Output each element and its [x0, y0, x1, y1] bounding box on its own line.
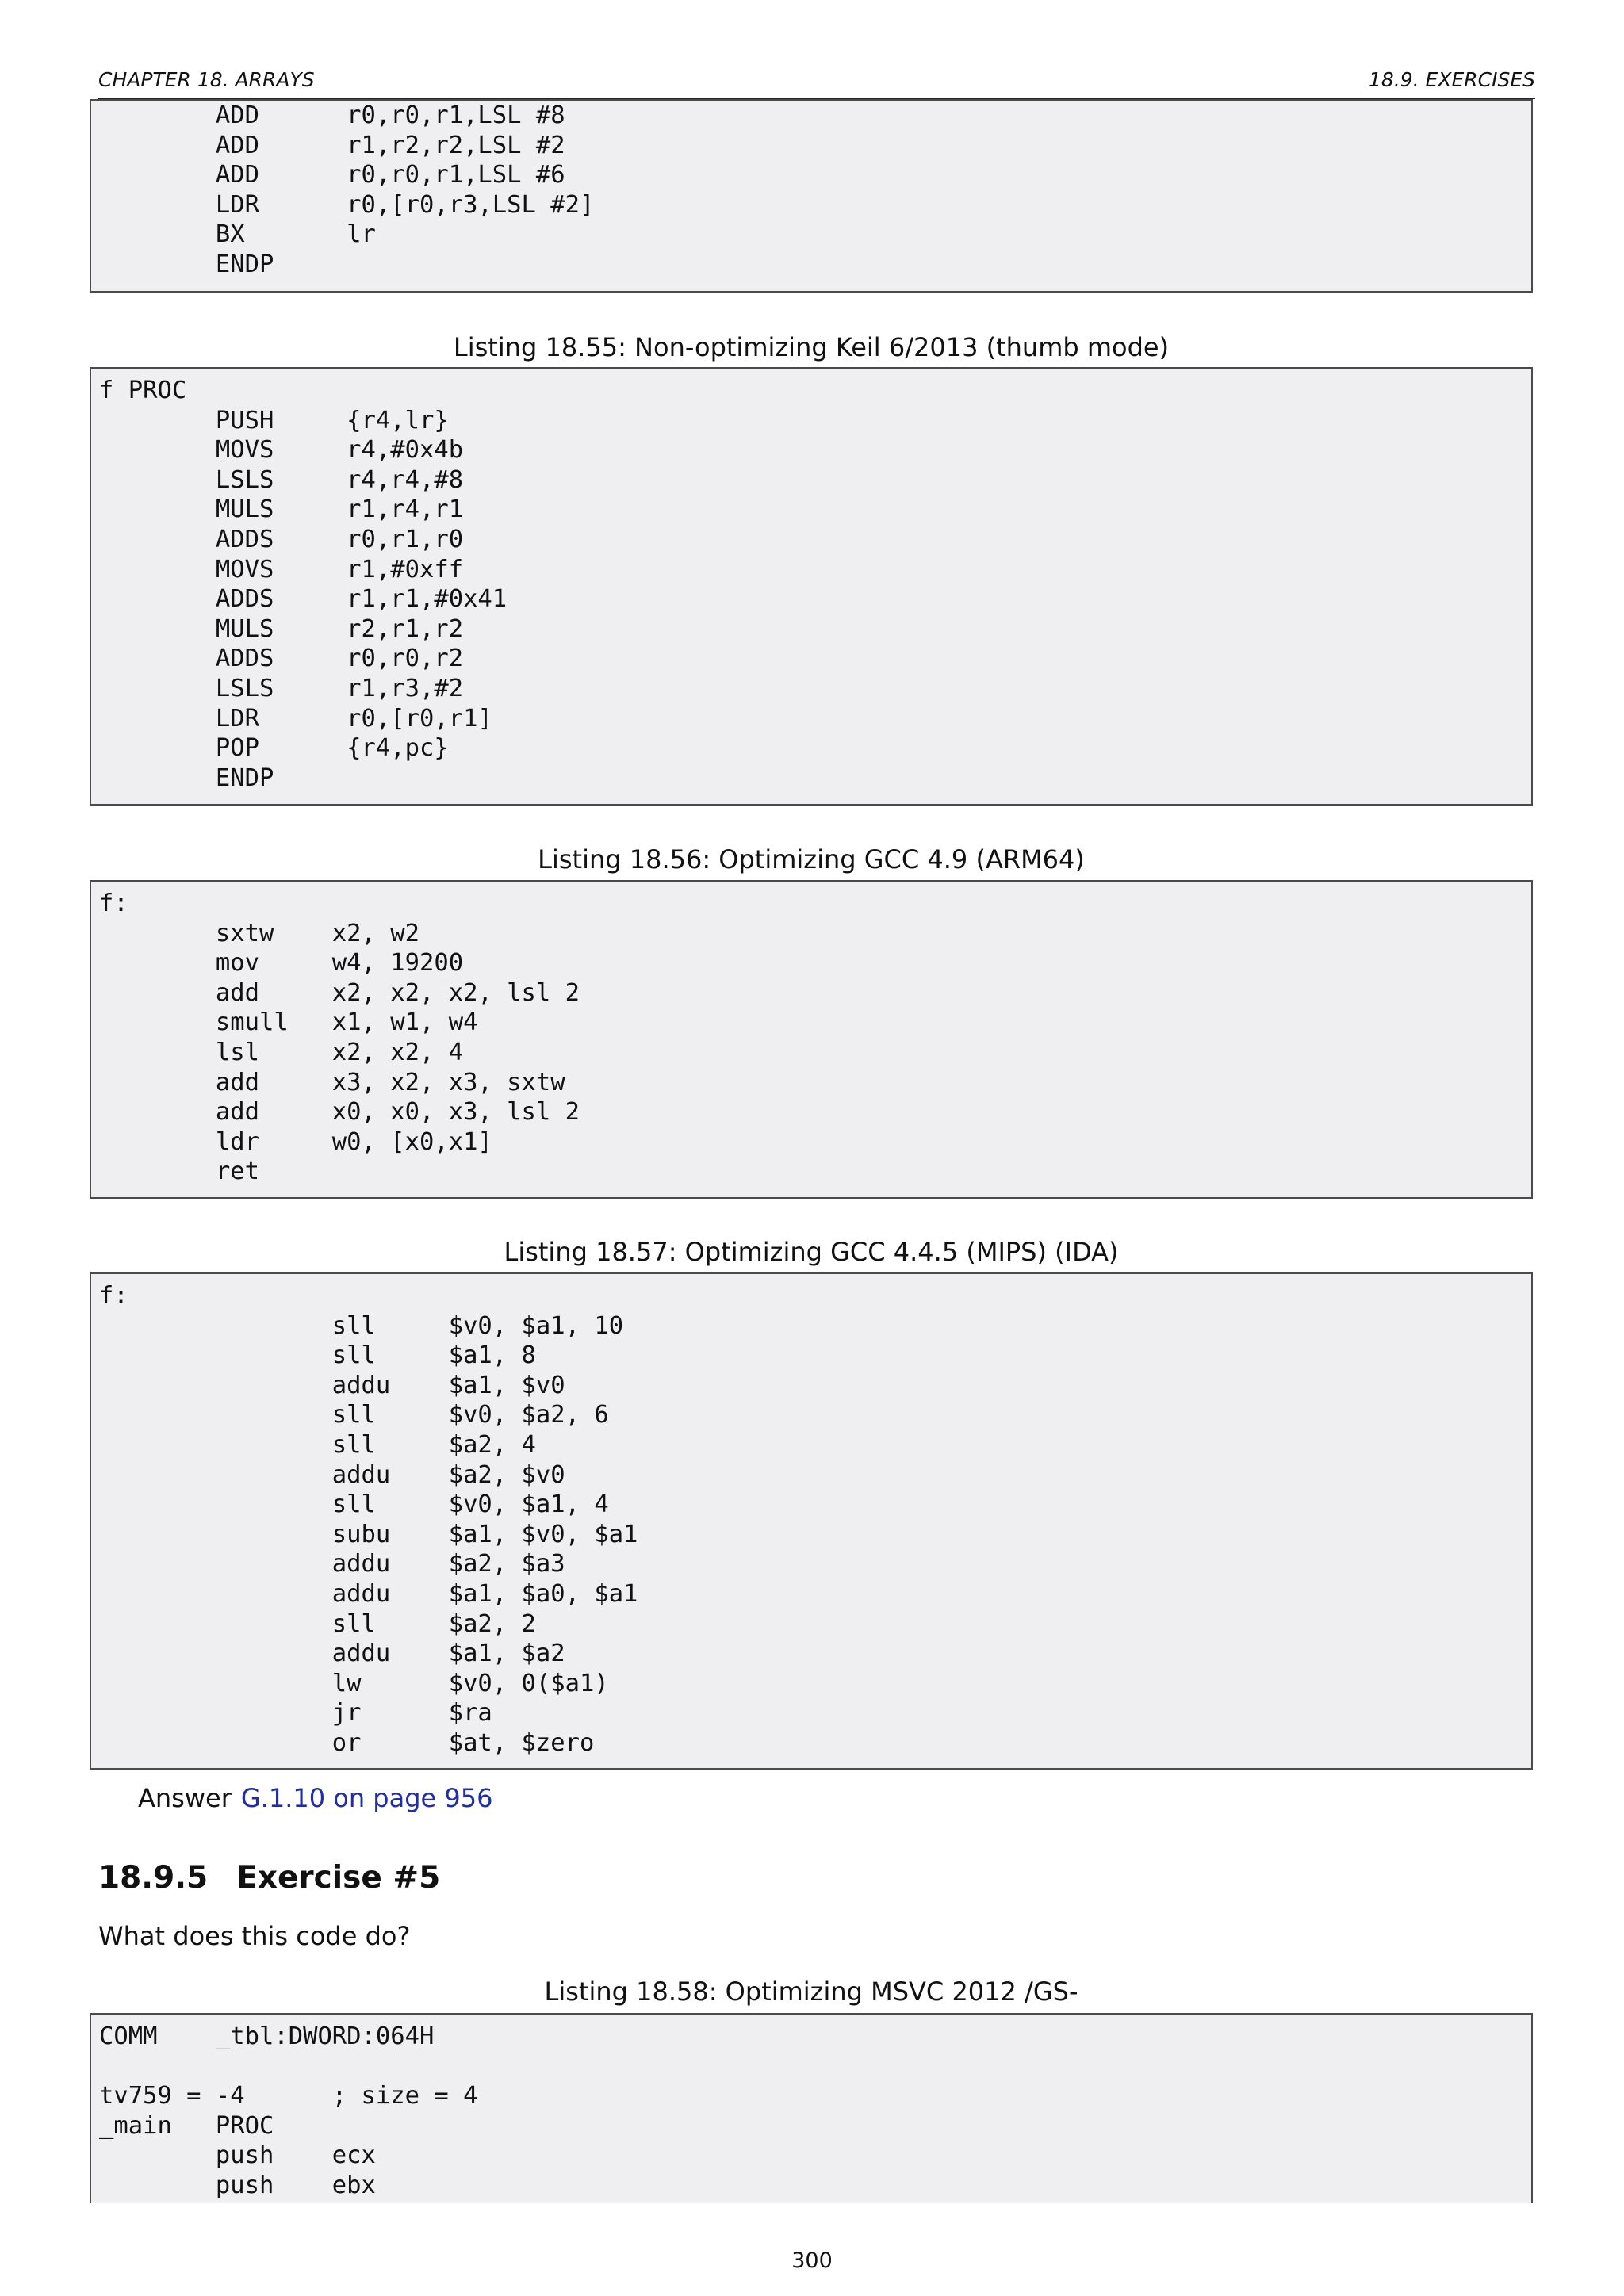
- listing-caption-18-55: Listing 18.55: Non-optimizing Keil 6/2013 (thumb mode): [453, 332, 1170, 362]
- listing-caption-18-56: Listing 18.56: Optimizing GCC 4.9 (ARM64): [538, 844, 1085, 874]
- answer-link[interactable]: G.1.10 on page 956: [240, 1783, 493, 1813]
- listing-caption-18-57: Listing 18.57: Optimizing GCC 4.4.5 (MIPS) (IDA): [504, 1237, 1119, 1267]
- section-title: Exercise #5: [236, 1860, 441, 1896]
- code-text: ADD r0,r0,r1,LSL #8 ADD r1,r2,r2,LSL #2 ADD r0,r0,r1,LSL #6 LDR r0,[r0,r3,LSL #2] BX lr ENDP: [215, 101, 595, 278]
- answer-line: [138, 1783, 492, 1813]
- code-listing-18-56: [90, 880, 1533, 1199]
- code-text: f: sll $v0, $a1, 10 sll $a1, 8 addu $a1, $v0 sll $v0, $a2, 6 sll $a2, 4 addu $a2, $v0 sll $v0, $a1, 4 subu $a1, $v0, $a1 addu $a2, $a3 addu $a1, $a0, $a1 sll $a2, 2 addu $a1, $a2 lw $v0, 0($a1) jr $ra or $at, $zero: [99, 1282, 638, 1757]
- running-header-section: 18.9. EXERCISES: [1368, 68, 1535, 91]
- page-number: 300: [791, 2248, 833, 2273]
- code-listing-arm-continued: [90, 99, 1533, 293]
- running-header-chapter: CHAPTER 18. ARRAYS: [98, 68, 315, 91]
- code-text: f PROC PUSH {r4,lr} MOVS r4,#0x4b LSLS r4,r4,#8 MULS r1,r4,r1 ADDS r0,r1,r0 MOVS r1,#0xff ADDS r1,r1,#0x41 MULS r2,r1,r2 ADDS r0,r0,r2 LSLS r1,r3,#2 LDR r0,[r0,r1] POP {r4,pc} ENDP: [99, 377, 508, 792]
- code-listing-18-57: [90, 1272, 1533, 1770]
- code-text: COMM _tbl:DWORD:064H tv759 = -4 ; size = 4 _main PROC push ecx push ebx: [99, 2022, 478, 2199]
- listing-caption-18-58: Listing 18.58: Optimizing MSVC 2012 /GS-: [544, 1976, 1078, 2007]
- code-listing-18-55: [90, 367, 1533, 806]
- exercise-question: What does this code do?: [98, 1921, 411, 1951]
- section-heading: [98, 1860, 440, 1896]
- code-listing-18-58: [90, 2013, 1533, 2203]
- section-number: 18.9.5: [98, 1860, 209, 1896]
- code-text: f: sxtw x2, w2 mov w4, 19200 add x2, x2, x2, lsl 2 smull x1, w1, w4 lsl x2, x2, 4 add x3, x2, x3, sxtw add x0, x0, x3, lsl 2 ldr w0, [x0,x1] ret: [99, 890, 580, 1186]
- answer-label: Answer: [138, 1783, 232, 1813]
